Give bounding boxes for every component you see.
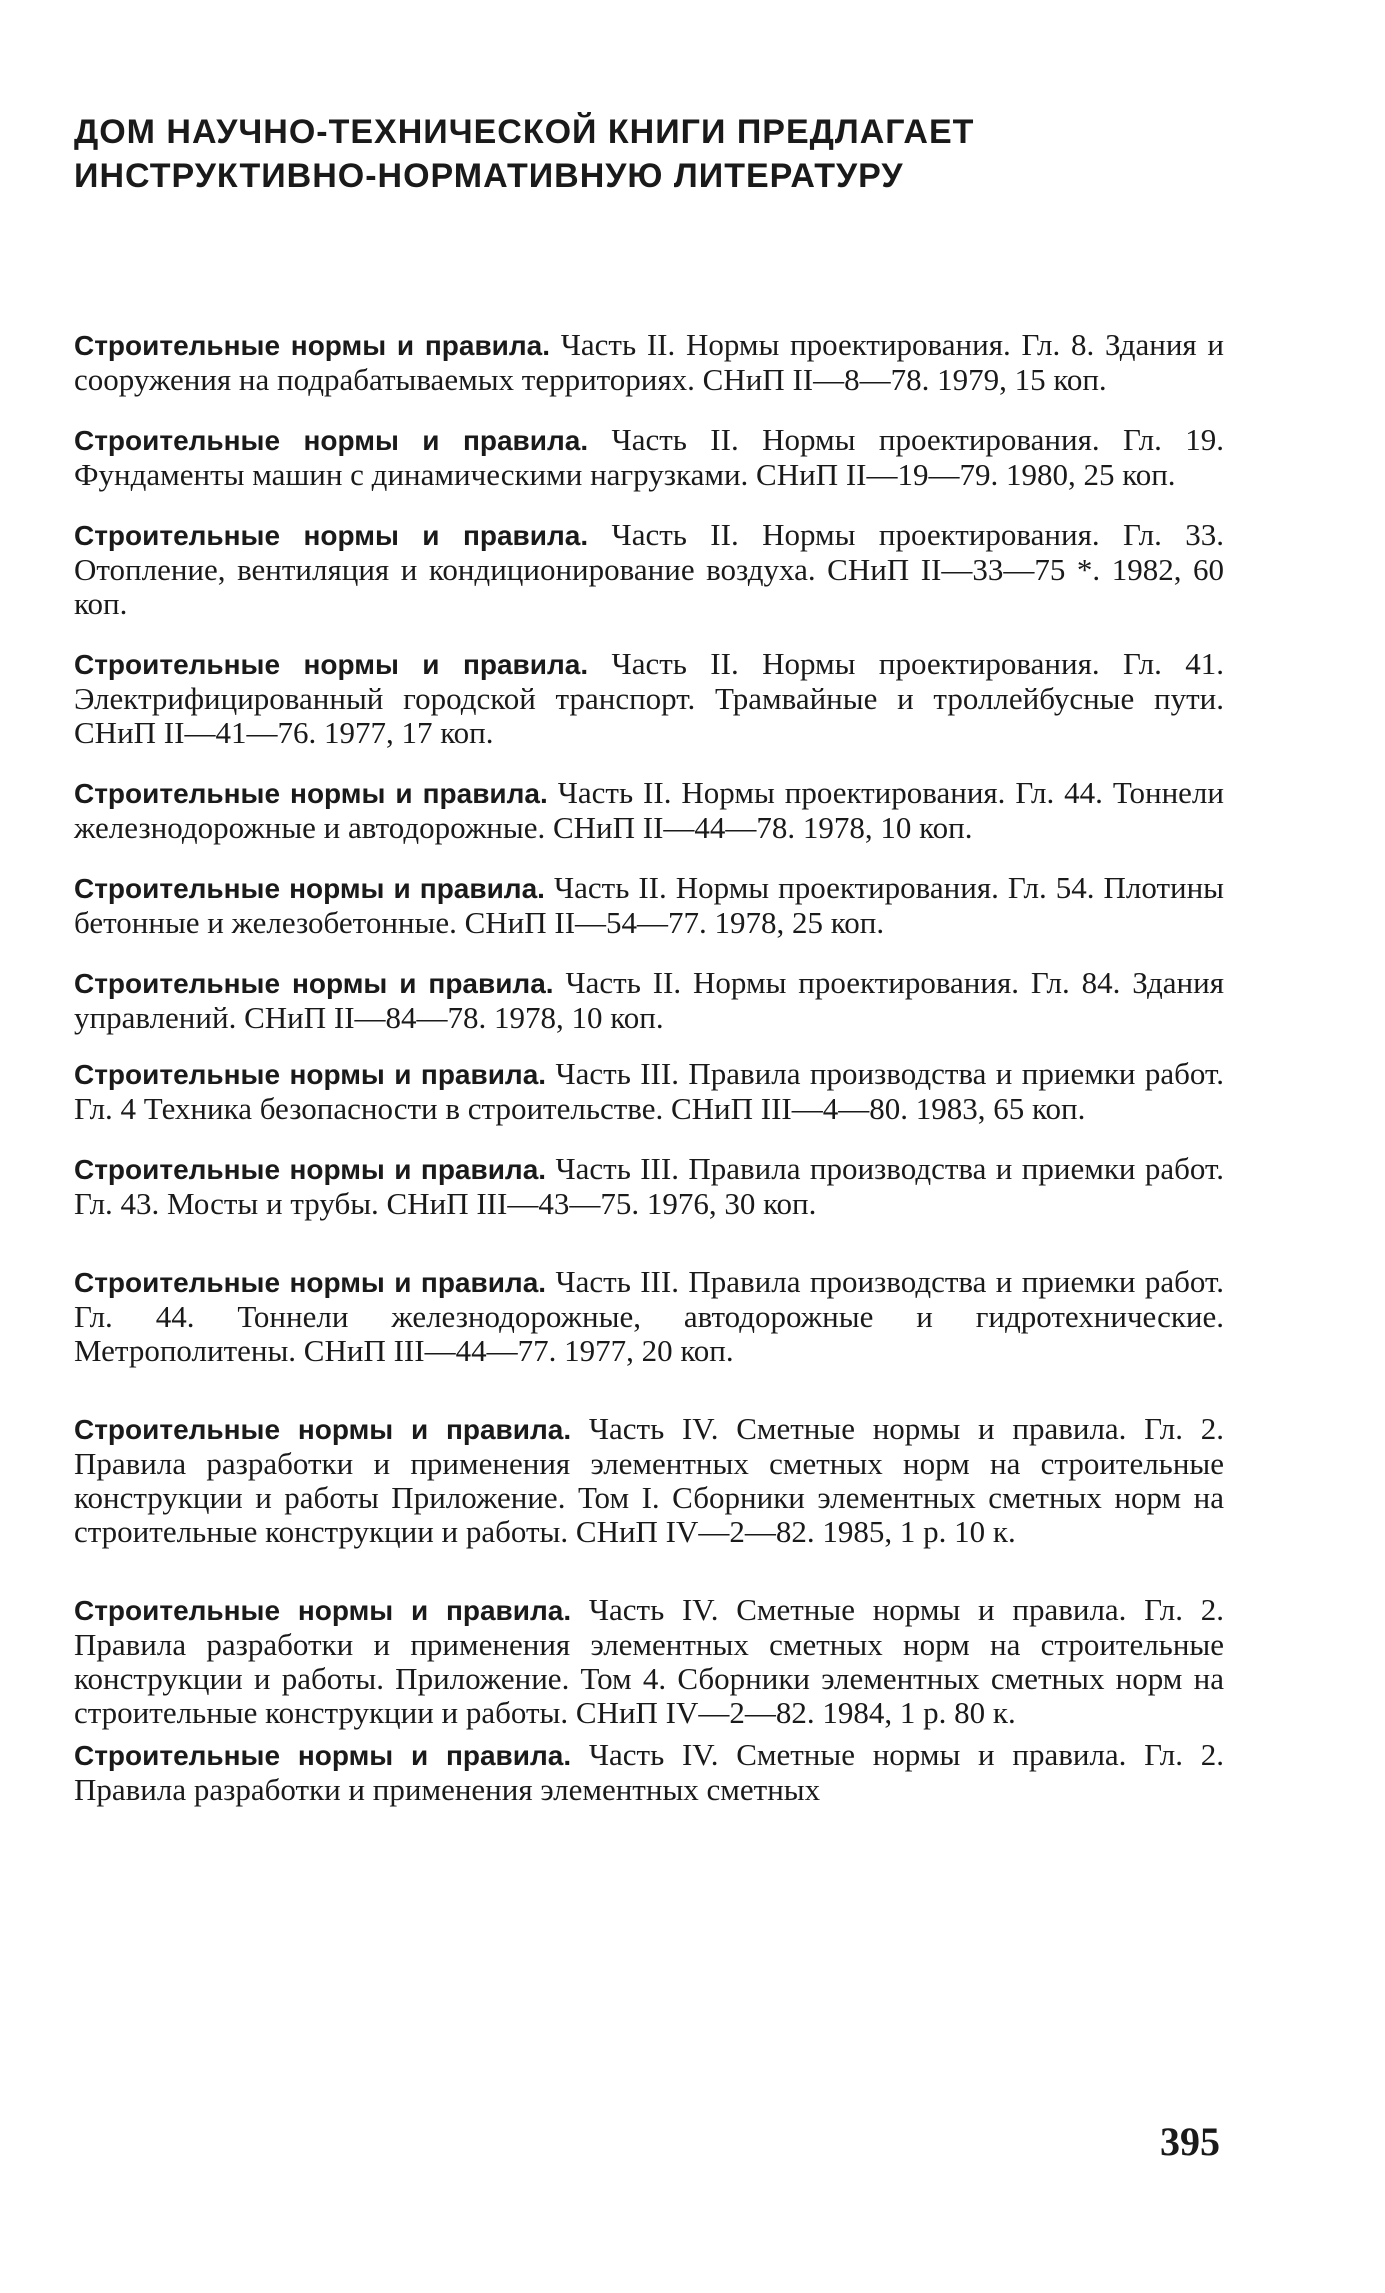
entry-lead: Строительные нормы и правила. (74, 1595, 572, 1626)
entry-text: Часть III. Правила производства и приемки работ. Гл. 43. Мосты и трубы. СНиП III—43—75. 1976, 30 коп. (74, 1151, 1224, 1221)
catalog-entry (74, 1593, 1224, 1730)
entry-lead: Строительные нормы и правила. (74, 520, 589, 551)
entry-text: Часть IV. Сметные нормы и правила. Гл. 2. Правила разработки и применения элементных сметных (74, 1737, 1224, 1807)
entry-text: Часть II. Нормы проектирования. Гл. 54. Плотины бетонные и железобетонные. СНиП II—54—77. 1978, 25 коп. (74, 870, 1224, 940)
catalog-entry (74, 328, 1224, 397)
catalog-entry (74, 647, 1224, 750)
catalog-entry (74, 1265, 1224, 1368)
catalog-entry (74, 1738, 1224, 1807)
entry-lead: Строительные нормы и правила. (74, 1267, 547, 1298)
entry-text: Часть III. Правила производства и приемки работ. Гл. 4 Техника безопасности в строительстве. СНиП III—4—80. 1983, 65 коп. (74, 1056, 1224, 1126)
entry-text: Часть II. Нормы проектирования. Гл. 41. Электрифицированный городской транспорт. Трамвайные и троллейбусные пути. СНиП II—41—76. 1977, 17 коп. (74, 646, 1224, 750)
entry-text: Часть IV. Сметные нормы и правила. Гл. 2. Правила разработки и применения элементных сметных норм на строительные конструкции и работы. Приложение. Том 4. Сборники элементных сметных норм на строительные конструкции и работы. СНиП IV—2—82. 1984, 1 р. 80 к. (74, 1592, 1224, 1730)
entry-text: Часть II. Нормы проектирования. Гл. 33. Отопление, вентиляция и кондиционирование воздуха. СНиП II—33—75 *. 1982, 60 коп. (74, 517, 1224, 621)
catalog-list (74, 328, 1224, 1833)
entry-lead: Строительные нормы и правила. (74, 1059, 547, 1090)
catalog-entry (74, 776, 1224, 845)
entry-lead: Строительные нормы и правила. (74, 968, 554, 999)
entry-lead: Строительные нормы и правила. (74, 873, 545, 904)
page-heading (74, 110, 1224, 198)
entry-text: Часть II. Нормы проектирования. Гл. 44. Тоннели железнодорожные и автодорожные. СНиП II—44—78. 1978, 10 коп. (74, 775, 1224, 845)
entry-lead: Строительные нормы и правила. (74, 778, 548, 809)
catalog-entry (74, 1057, 1224, 1126)
page-number: 395 (1160, 2119, 1220, 2164)
heading-line-1: ДОМ НАУЧНО-ТЕХНИЧЕСКОЙ КНИГИ ПРЕДЛАГАЕТ (74, 113, 975, 151)
entry-text: Часть II. Нормы проектирования. Гл. 19. Фундаменты машин с динамическими нагрузками. СНиП II—19—79. 1980, 25 коп. (74, 422, 1224, 492)
heading-line-2: ИНСТРУКТИВНО-НОРМАТИВНУЮ ЛИТЕРАТУРУ (74, 157, 904, 195)
entry-lead: Строительные нормы и правила. (74, 1154, 547, 1185)
entry-text: Часть II. Нормы проектирования. Гл. 84. Здания управлений. СНиП II—84—78. 1978, 10 коп. (74, 965, 1224, 1035)
entry-text: Часть III. Правила производства и приемки работ. Гл. 44. Тоннели железнодорожные, автодорожные и гидротехнические. Метрополитены. СНиП III—44—77. 1977, 20 коп. (74, 1264, 1224, 1368)
entry-lead: Строительные нормы и правила. (74, 1740, 572, 1771)
catalog-entry (74, 1412, 1224, 1549)
entry-text: Часть II. Нормы проектирования. Гл. 8. Здания и сооружения на подрабатываемых территориях. СНиП II—8—78. 1979, 15 коп. (74, 327, 1224, 397)
catalog-entry (74, 423, 1224, 492)
catalog-entry (74, 966, 1224, 1035)
entry-lead: Строительные нормы и правила. (74, 330, 551, 361)
entry-text: Часть IV. Сметные нормы и правила. Гл. 2. Правила разработки и применения элементных сметных норм на строительные конструкции и работы Приложение. Том I. Сборники элементных сметных норм на строительные конструкции и работы. СНиП IV—2—82. 1985, 1 р. 10 к. (74, 1411, 1224, 1549)
catalog-entry (74, 871, 1224, 940)
catalog-entry (74, 1152, 1224, 1221)
catalog-entry (74, 518, 1224, 621)
entry-lead: Строительные нормы и правила. (74, 649, 589, 680)
entry-lead: Строительные нормы и правила. (74, 425, 589, 456)
entry-lead: Строительные нормы и правила. (74, 1414, 572, 1445)
